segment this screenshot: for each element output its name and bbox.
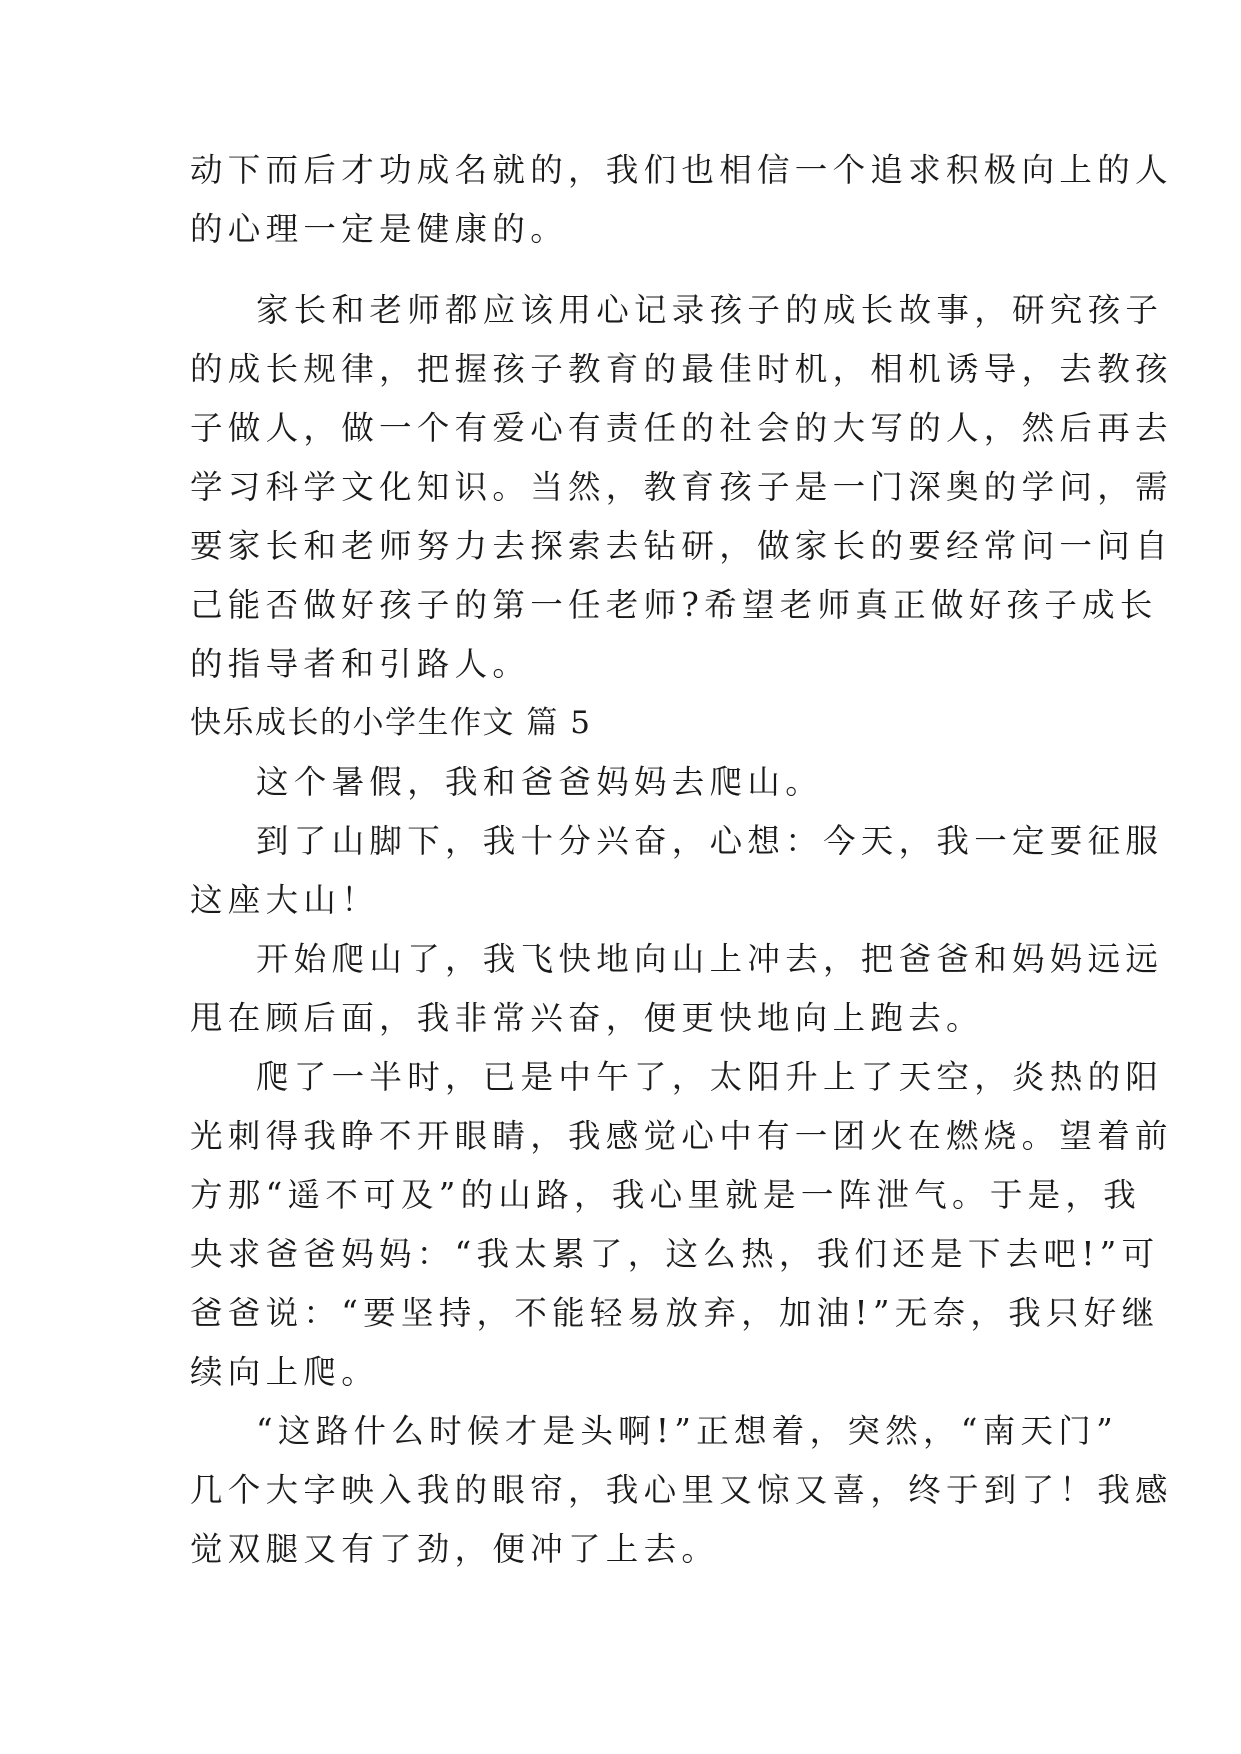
text-line: 到了山脚下，我十分兴奋，心想：今天，我一定要征服 bbox=[256, 822, 1164, 860]
text-line: 要家长和老师努力去探索去钻研，做家长的要经常问一问自 bbox=[190, 527, 1173, 565]
text-line: 爬了一半时，已是中午了，太阳升上了天空，炎热的阳 bbox=[256, 1058, 1164, 1096]
text-line: 觉双腿又有了劲，便冲了上去。 bbox=[190, 1530, 720, 1568]
text-line: 学习科学文化知识。当然，教育孩子是一门深奥的学问，需 bbox=[190, 468, 1173, 506]
text-line: 子做人，做一个有爱心有责任的社会的大写的人，然后再去 bbox=[190, 409, 1173, 447]
text-line: 这座大山！ bbox=[190, 881, 380, 919]
section-heading: 快乐成长的小学生作文 篇 5 bbox=[190, 705, 592, 741]
text-line: “这路什么时候才是头啊!”正想着，突然，“南天门” bbox=[256, 1412, 1119, 1450]
text-line: 爸爸说：“要坚持，不能轻易放弃，加油!”无奈，我只好继 bbox=[190, 1294, 1160, 1332]
text-line: 这个暑假，我和爸爸妈妈去爬山。 bbox=[256, 763, 824, 801]
text-line: 几个大字映入我的眼帘，我心里又惊又喜，终于到了！我感 bbox=[190, 1471, 1173, 1509]
text-line: 家长和老师都应该用心记录孩子的成长故事，研究孩子 bbox=[256, 291, 1164, 329]
text-line: 的心理一定是健康的。 bbox=[190, 210, 569, 248]
text-line: 动下而后才功成名就的，我们也相信一个追求积极向上的人 bbox=[190, 151, 1173, 189]
text-line: 开始爬山了，我飞快地向山上冲去，把爸爸和妈妈远远 bbox=[256, 940, 1164, 978]
text-line: 央求爸爸妈妈：“我太累了，这么热，我们还是下去吧!”可 bbox=[190, 1235, 1160, 1273]
text-line: 方那“遥不可及”的山路，我心里就是一阵泄气。于是，我 bbox=[190, 1176, 1142, 1214]
text-line: 光刺得我睁不开眼睛，我感觉心中有一团火在燃烧。望着前 bbox=[190, 1117, 1173, 1155]
text-line: 的指导者和引路人。 bbox=[190, 645, 531, 683]
text-line: 续向上爬。 bbox=[190, 1353, 380, 1391]
text-line: 的成长规律，把握孩子教育的最佳时机，相机诱导，去教孩 bbox=[190, 350, 1173, 388]
text-line: 甩在顾后面，我非常兴奋，便更快地向上跑去。 bbox=[190, 999, 984, 1037]
text-line: 己能否做好孩子的第一任老师?希望老师真正做好孩子成长 bbox=[190, 586, 1158, 624]
